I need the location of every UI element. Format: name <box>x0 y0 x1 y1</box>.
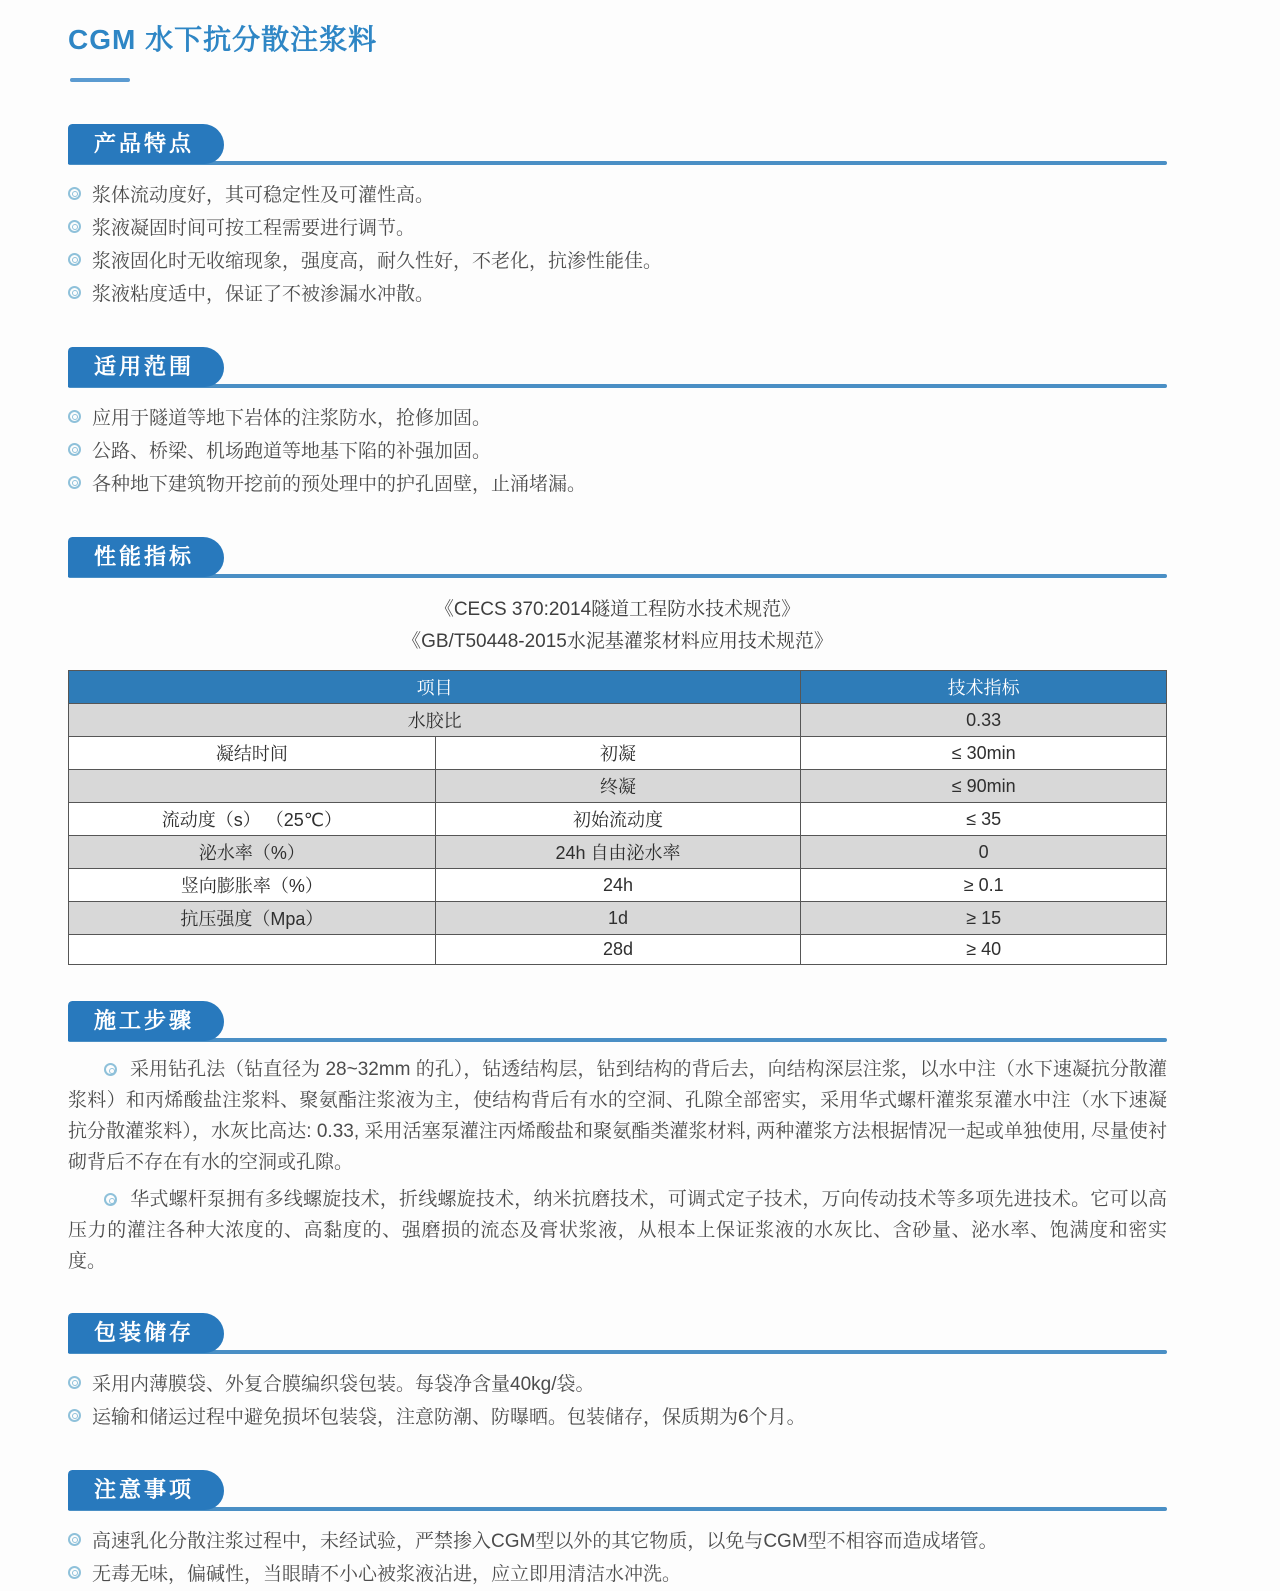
table-cell: ≥ 15 <box>801 902 1167 935</box>
bullet-ring-icon <box>68 410 81 423</box>
paragraph <box>68 1184 1167 1277</box>
bullet-ring-icon <box>68 1533 81 1546</box>
table-cell: ≥ 0.1 <box>801 869 1167 902</box>
title-underline <box>70 78 130 82</box>
bullet-ring-icon <box>68 1409 81 1422</box>
list-item-text: 高速乳化分散注浆过程中，未经试验，严禁掺入CGM型以外的其它物质，以免与CGM型不相容而造成堵管。 <box>92 1531 998 1552</box>
bullet-ring-icon <box>104 1063 117 1076</box>
section-badge-scope: 适用范围 <box>68 347 224 387</box>
table-cell: 泌水率（%） <box>69 836 436 869</box>
table-row <box>69 737 1167 770</box>
table-cell: ≤ 35 <box>801 803 1167 836</box>
list-item <box>68 468 1167 501</box>
section-heading-features <box>68 124 1167 165</box>
section-heading-notes <box>68 1470 1167 1511</box>
section-divider <box>68 384 1167 388</box>
list-item <box>68 179 1167 212</box>
performance-table <box>68 670 1167 965</box>
bullet-ring-icon <box>68 253 81 266</box>
table-cell <box>69 935 436 965</box>
table-row <box>69 770 1167 803</box>
section-packaging <box>68 1313 1167 1434</box>
section-heading-scope <box>68 347 1167 388</box>
list-item-text: 运输和储运过程中避免损坏包装袋，注意防潮、防曝晒。包装储存，保质期为6个月。 <box>92 1407 806 1428</box>
section-badge-construction: 施工步骤 <box>68 1001 224 1041</box>
section-features <box>68 124 1167 311</box>
table-cell: ≤ 90min <box>801 770 1167 803</box>
list-item <box>68 1368 1167 1401</box>
table-cell: 流动度（s） （25℃） <box>69 803 436 836</box>
section-badge-features: 产品特点 <box>68 124 224 164</box>
table-cell: 0.33 <box>801 704 1167 737</box>
table-cell: 28d <box>435 935 801 965</box>
table-cell: 凝结时间 <box>69 737 436 770</box>
list-item <box>68 1525 1167 1558</box>
table-cell: 水胶比 <box>69 704 801 737</box>
bullet-ring-icon <box>68 286 81 299</box>
table-row <box>69 935 1167 965</box>
section-divider <box>68 1038 1167 1042</box>
list-item-text: 浆体流动度好，其可稳定性及可灌性高。 <box>92 185 435 206</box>
table-row <box>69 803 1167 836</box>
paragraph-text: 华式螺杆泵拥有多线螺旋技术，折线螺旋技术，纳米抗磨技术，可调式定子技术，万向传动技术等多项先进技术。它可以高压力的灌注各种大浓度的、高黏度的、强磨损的流态及膏状浆液，从根本上保证浆液的水灰比、含砂量、泌水率、饱满度和密实度。 <box>68 1189 1167 1272</box>
table-cell: ≥ 40 <box>801 935 1167 965</box>
section-divider <box>68 1507 1167 1511</box>
table-header-row <box>69 671 1167 704</box>
bullet-ring-icon <box>68 1566 81 1579</box>
list-item-text: 浆液粘度适中，保证了不被渗漏水冲散。 <box>92 284 435 305</box>
table-cell: 终凝 <box>435 770 801 803</box>
page-title: CGM 水下抗分散注浆料 <box>68 24 378 55</box>
table-cell: 0 <box>801 836 1167 869</box>
list-item-text: 各种地下建筑物开挖前的预处理中的护孔固壁，止涌堵漏。 <box>92 474 587 495</box>
list-item-text: 公路、桥梁、机场跑道等地基下陷的补强加固。 <box>92 441 492 462</box>
standard-citation: 《CECS 370:2014隧道工程防水技术规范》 <box>434 599 801 620</box>
bullet-ring-icon <box>104 1193 117 1206</box>
table-cell: ≤ 30min <box>801 737 1167 770</box>
section-heading-construction <box>68 1001 1167 1042</box>
scope-list <box>68 402 1167 501</box>
table-cell: 抗压强度（Mpa） <box>69 902 436 935</box>
table-cell: 竖向膨胀率（%） <box>69 869 436 902</box>
list-item <box>68 435 1167 468</box>
list-item-text: 浆液凝固时间可按工程需要进行调节。 <box>92 218 416 239</box>
table-row <box>69 869 1167 902</box>
section-badge-notes: 注意事项 <box>68 1470 224 1510</box>
bullet-ring-icon <box>68 220 81 233</box>
table-row <box>69 836 1167 869</box>
table-row <box>69 704 1167 737</box>
list-item <box>68 1558 1167 1591</box>
table-row <box>69 902 1167 935</box>
list-item-text: 浆液固化时无收缩现象，强度高，耐久性好，不老化，抗渗性能佳。 <box>92 251 663 272</box>
bullet-ring-icon <box>68 1376 81 1389</box>
section-badge-packaging: 包装储存 <box>68 1313 224 1353</box>
section-divider <box>68 161 1167 165</box>
table-header-item: 项目 <box>69 671 801 704</box>
table-cell: 24h <box>435 869 801 902</box>
section-construction <box>68 1001 1167 1277</box>
paragraph <box>68 1054 1167 1178</box>
list-item-text: 采用内薄膜袋、外复合膜编织袋包装。每袋净含量40kg/袋。 <box>92 1374 595 1395</box>
bullet-ring-icon <box>68 443 81 456</box>
section-heading-performance <box>68 537 1167 578</box>
list-item <box>68 402 1167 435</box>
construction-paragraphs <box>68 1054 1167 1277</box>
table-cell: 初始流动度 <box>435 803 801 836</box>
features-list <box>68 179 1167 311</box>
list-item-text: 应用于隧道等地下岩体的注浆防水，抢修加固。 <box>92 408 492 429</box>
list-item <box>68 1401 1167 1434</box>
table-header-spec: 技术指标 <box>801 671 1167 704</box>
section-divider <box>68 1350 1167 1354</box>
section-scope <box>68 347 1167 501</box>
standard-citation: 《GB/T50448-2015水泥基灌浆材料应用技术规范》 <box>402 631 833 652</box>
section-performance <box>68 537 1167 965</box>
bullet-ring-icon <box>68 187 81 200</box>
standards-citations <box>68 594 1167 658</box>
section-badge-performance: 性能指标 <box>68 537 224 577</box>
notes-list <box>68 1525 1167 1591</box>
table-cell: 初凝 <box>435 737 801 770</box>
list-item <box>68 212 1167 245</box>
packaging-list <box>68 1368 1167 1434</box>
section-divider <box>68 574 1167 578</box>
section-heading-packaging <box>68 1313 1167 1354</box>
table-cell: 24h 自由泌水率 <box>435 836 801 869</box>
table-cell: 1d <box>435 902 801 935</box>
paragraph-text: 采用钻孔法（钻直径为 28~32mm 的孔），钻透结构层，钻到结构的背后去，向结构深层注浆，以水中注（水下速凝抗分散灌浆料）和丙烯酸盐注浆料、聚氨酯注浆液为主，使结构背后有水的空洞、孔隙全部密实，采用华式螺杆灌浆泵灌水中注（水下速凝抗分散灌浆料），水灰比高达: 0.33, 采用活塞泵灌注丙烯酸盐和聚氨酯类灌浆材料, 两种灌浆方法根据情况一起或单独使用, 尽量使衬砌背后不存在有水的空洞或孔隙。 <box>68 1059 1167 1173</box>
list-item <box>68 278 1167 311</box>
list-item-text: 无毒无味，偏碱性，当眼睛不小心被浆液沾进，应立即用清洁水冲洗。 <box>92 1564 682 1585</box>
list-item <box>68 245 1167 278</box>
table-cell <box>69 770 436 803</box>
bullet-ring-icon <box>68 476 81 489</box>
section-notes <box>68 1470 1167 1591</box>
